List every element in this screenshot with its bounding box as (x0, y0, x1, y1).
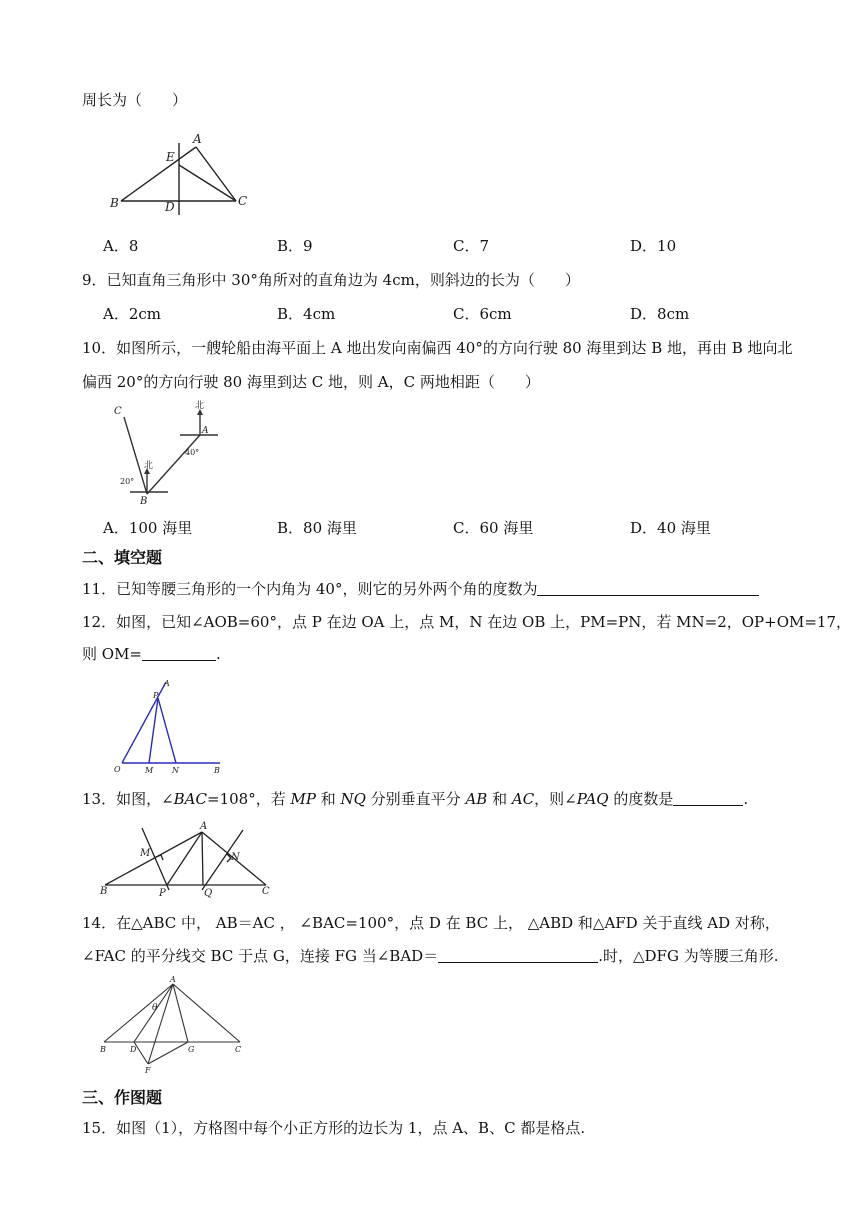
q10-figure (110, 400, 230, 510)
q8-option-a: A．8 (103, 237, 139, 255)
q9-option-b: B．4cm (277, 305, 336, 323)
q8-figure (100, 125, 260, 220)
q13-nq: NQ (340, 790, 366, 808)
q13-answer-blank[interactable] (673, 789, 743, 806)
q14-figure (96, 974, 256, 1074)
q10-option-a: A．100 海里 (103, 519, 193, 537)
q14-text-pre: ∠FAC 的平分线交 BC 于点 G，连接 FG 当∠BAD＝ (82, 947, 439, 965)
q12-label-a: A (164, 679, 170, 688)
q13-and1: 和 (315, 790, 341, 808)
q12-stem-line2 (82, 644, 221, 664)
q13-figure (96, 818, 276, 899)
q9-option-d: D．8cm (630, 305, 690, 323)
q13-text-mid2: 分别垂直平分 (365, 790, 466, 808)
q12-text-post: . (216, 645, 221, 663)
q14-stem-line1: 14．在△ABC 中， AB＝AC ， ∠BAC=100°，点 D 在 BC 上， △ABD 和△AFD 关于直线 AD 对称， (82, 914, 780, 932)
q14-label-g: G (188, 1045, 195, 1054)
q13-paq: PAQ (576, 790, 609, 808)
q8-option-c: C．7 (453, 237, 490, 255)
q13-text-mid3: ，则∠ (534, 790, 577, 808)
q12-label-n: N (172, 766, 179, 775)
q13-label-b: B (100, 886, 108, 897)
q10-label-north-top: 北 (195, 401, 205, 411)
q13-text-pre: 13．如图， (82, 790, 162, 808)
q12-stem-line1: 12．如图，已知∠AOB=60°，点 P 在边 OA 上，点 M，N 在边 OB 上，PM=PN，若 MN=2，OP+OM=17， (82, 613, 852, 631)
q10-stem-line1: 10．如图所示，一艘轮船由海平面上 A 地出发向南偏西 40°的方向行驶 80 海里到达 B 地，再由 B 地向北 (82, 339, 793, 357)
q13-label-a: A (200, 821, 208, 832)
q12-figure (110, 676, 230, 776)
q8-label-d: D (165, 200, 175, 214)
q8-label-a: A (193, 132, 202, 146)
q12-label-m: M (145, 766, 154, 775)
q14-text-post: .时，△DFG 为等腰三角形. (598, 947, 779, 965)
q14-label-b: B (100, 1045, 106, 1054)
q13-stem (82, 789, 748, 809)
q13-text-tail: 的度数是 (608, 790, 674, 808)
q10-stem-line2: 偏西 20°的方向行驶 80 海里到达 C 地，则 A，C 两地相距（ ） (82, 373, 540, 391)
section-heading-drawing: 三、作图题 (82, 1088, 163, 1107)
q10-option-d: D．40 海里 (630, 519, 711, 537)
q8-label-c: C (238, 194, 248, 208)
q10-label-north-bottom: 北 (144, 461, 154, 471)
q11-answer-blank[interactable] (537, 579, 759, 596)
q13-mp: MP (290, 790, 316, 808)
q13-angle-bac: ∠BAC (161, 790, 207, 808)
q9-stem: 9．已知直角三角形中 30°角所对的直角边为 4cm，则斜边的长为（ ） (82, 271, 580, 289)
q8-label-e: E (166, 150, 175, 164)
q9-option-a: A．2cm (103, 305, 162, 323)
q10-option-c: C．60 海里 (453, 519, 534, 537)
q14-stem-line2 (82, 946, 778, 966)
q8-label-b: B (110, 196, 119, 210)
q13-and2: 和 (487, 790, 512, 808)
q10-label-a: A (202, 426, 209, 436)
q13-label-p: P (159, 888, 166, 899)
q8-stem-tail: 周长为（ ） (82, 91, 188, 109)
q15-stem: 15．如图（1），方格图中每个小正方形的边长为 1，点 A、B、C 都是格点. (82, 1119, 586, 1137)
q13-label-c: C (262, 886, 270, 897)
q12-text-pre: 则 OM= (82, 645, 142, 663)
section-heading-fill-in: 二、填空题 (82, 548, 163, 567)
q9-option-c: C．6cm (453, 305, 512, 323)
q13-text-end: . (743, 790, 749, 808)
q13-label-q: Q (204, 888, 213, 899)
q14-label-d: D (130, 1045, 137, 1054)
q12-label-o: O (114, 765, 121, 774)
q13-label-n: N (231, 852, 240, 863)
q10-option-b: B．80 海里 (277, 519, 357, 537)
q14-label-f: F (145, 1066, 151, 1075)
q11-text: 11．已知等腰三角形的一个内角为 40°，则它的另外两个角的度数为 (82, 580, 538, 598)
q10-label-angle20: 20° (120, 477, 135, 486)
q13-text-mid1: =108°，若 (207, 790, 291, 808)
q10-label-c: C (114, 406, 122, 417)
q10-label-angle40: 40° (185, 448, 200, 457)
q14-label-theta: θ (152, 1003, 158, 1013)
q13-label-m: M (140, 848, 151, 859)
q10-label-b: B (140, 496, 148, 507)
q12-label-p: P (153, 691, 159, 700)
q8-option-d: D．10 (630, 237, 677, 255)
q14-answer-blank[interactable] (438, 946, 598, 963)
q8-option-b: B．9 (277, 237, 313, 255)
q14-label-c: C (235, 1045, 242, 1054)
q11-stem (82, 579, 759, 599)
q13-ab: AB (465, 790, 488, 808)
q14-label-a: A (170, 975, 176, 984)
q12-label-b: B (214, 766, 220, 775)
q13-ac: AC (511, 790, 535, 808)
q12-answer-blank[interactable] (142, 644, 216, 661)
